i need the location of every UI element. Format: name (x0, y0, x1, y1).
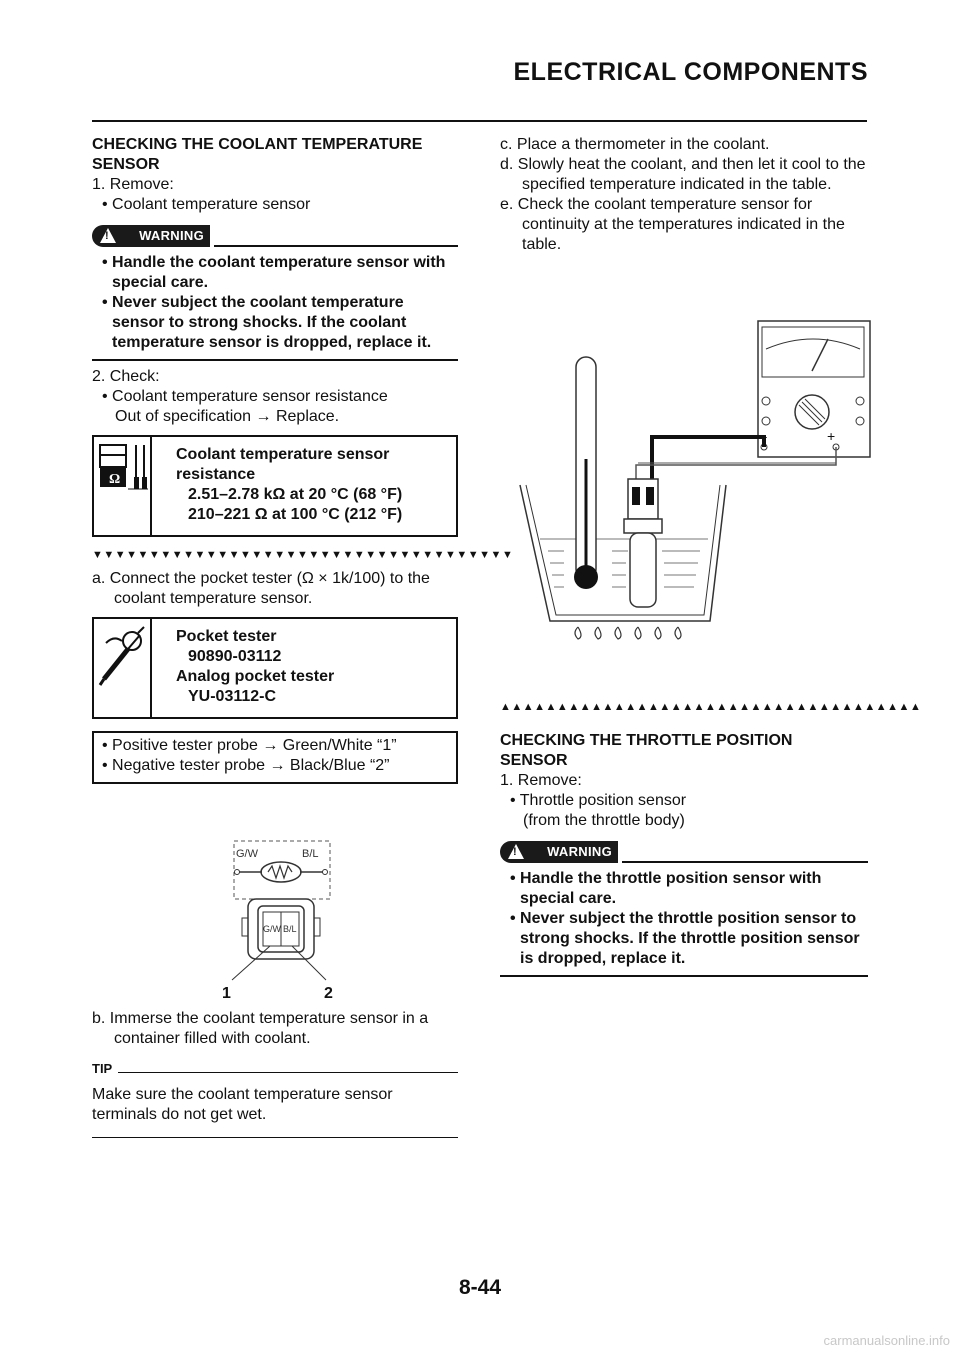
thermometer-tester-diagram (500, 309, 868, 657)
tester-tool-icon (94, 619, 152, 717)
warning-item: • Never subject the throttle position sensor to strong shocks. If the throttle position sensor is dropped, replace it. (510, 910, 860, 967)
tip-body: Make sure the coolant temperature sensor terminals do not get wet. (92, 1079, 458, 1138)
right-column (500, 135, 922, 977)
warning-body (92, 249, 458, 361)
section-title-cont: SENSOR (500, 752, 568, 769)
probe-note-item: • Positive tester probe → Green/White “1” (102, 737, 397, 754)
probe-note-item: • Negative tester probe → Black/Blue “2” (102, 757, 390, 774)
meter-minus-label: – (759, 428, 767, 444)
step-2-result: Out of specification → Replace. (115, 408, 340, 425)
page-number: 8-44 (458, 1276, 502, 1299)
warning-badge: ! WARNING (92, 225, 210, 247)
step-2-item: • Coolant temperature sensor resistance (102, 388, 388, 405)
header-divider (92, 120, 867, 122)
meter-plus-label: + (827, 428, 836, 444)
callout-1: 1 (222, 985, 231, 1002)
callout-2: 2 (324, 985, 333, 1002)
warning-item: • Handle the coolant temperature sensor with special care. (102, 254, 446, 291)
tool-box (92, 617, 458, 719)
warning-label: WARNING (139, 228, 204, 243)
warning-header (92, 225, 458, 249)
watermark: carmanualsonline.info (823, 1333, 950, 1348)
tip-label: TIP (92, 1061, 113, 1076)
connector-label-gw: G/W (263, 924, 281, 934)
section-title: CHECKING THE COOLANT TEMPERATURE (92, 136, 423, 153)
substep-d: d. Slowly heat the coolant, and then let it cool to the specified temperature indicated in the table. (500, 156, 866, 193)
wire-label-bl: B/L (302, 848, 319, 860)
section-title-cont: SENSOR (92, 156, 160, 173)
warning-item: • Handle the throttle position sensor with special care. (510, 870, 822, 907)
step-1: 1. Remove: (92, 176, 174, 193)
step-1-item-cont: (from the throttle body) (523, 812, 685, 829)
spec-value: 2.51–2.78 kΩ at 20 °C (68 °F) (188, 486, 403, 503)
tip-header (92, 1059, 458, 1079)
step-2: 2. Check: (92, 368, 160, 385)
probe-note-box (92, 731, 458, 784)
substep-a: a. Connect the pocket tester (Ω × 1k/100) to the coolant temperature sensor. (92, 570, 430, 607)
warning-badge: ! WARNING (500, 841, 618, 863)
warning-label: WARNING (547, 844, 612, 859)
tool-part-number: YU-03112-C (188, 688, 277, 705)
sensor-connector-diagram (92, 796, 458, 1001)
procedure-end-marker: ▲▲▲▲▲▲▲▲▲▲▲▲▲▲▲▲▲▲▲▲▲▲▲▲▲▲▲▲▲▲▲▲▲▲▲▲▲ (500, 701, 922, 713)
warning-body (500, 865, 868, 977)
spec-title: Coolant temperature sensor resistance (176, 446, 390, 483)
wire-label-gw: G/W (236, 848, 258, 860)
svg-text:Ω: Ω (109, 472, 121, 487)
substep-b: b. Immerse the coolant temperature sensor in a container filled with coolant. (92, 1010, 429, 1047)
page-title: ELECTRICAL COMPONENTS (513, 58, 868, 86)
tool-name: Pocket tester (176, 628, 277, 645)
tool-part-number: 90890-03112 (188, 648, 282, 665)
tool-name: Analog pocket tester (176, 668, 335, 685)
spec-text (152, 437, 456, 535)
procedure-start-marker: ▼▼▼▼▼▼▼▼▼▼▼▼▼▼▼▼▼▼▼▼▼▼▼▼▼▼▼▼▼▼▼▼▼▼▼▼▼ (92, 549, 514, 561)
step-1-item: • Coolant temperature sensor (102, 196, 311, 213)
spec-box-resistance (92, 435, 458, 537)
tool-text (152, 619, 340, 717)
substep-c: c. Place a thermometer in the coolant. (500, 136, 770, 153)
section-title: CHECKING THE THROTTLE POSITION (500, 732, 793, 749)
substep-e: e. Check the coolant temperature sensor for continuity at the temperatures indicated in the table. (500, 196, 845, 253)
step-1: 1. Remove: (500, 772, 582, 789)
warning-item: • Never subject the coolant temperature sensor to strong shocks. If the coolant temperature sensor is dropped, replace it. (102, 294, 432, 351)
spec-value: 210–221 Ω at 100 °C (212 °F) (188, 506, 403, 523)
warning-header (500, 841, 868, 865)
connector-label-bl: B/L (283, 924, 297, 934)
left-column (92, 135, 514, 1138)
step-1-item: • Throttle position sensor (510, 792, 687, 809)
ohmmeter-spec-icon (94, 437, 152, 535)
